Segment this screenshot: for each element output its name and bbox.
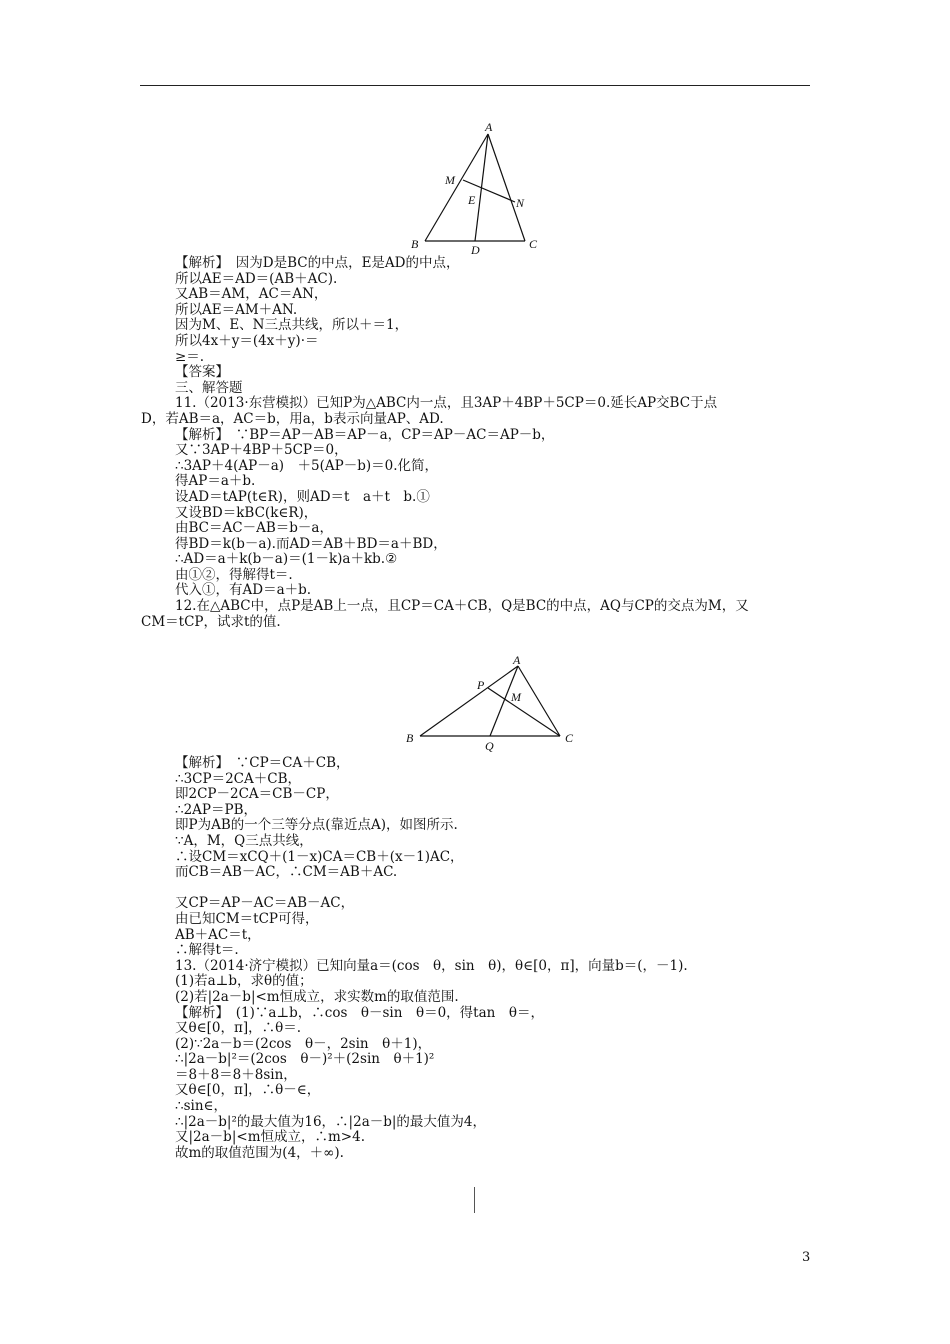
solution-block-1 (141, 255, 815, 630)
text-line: 即P为AB的一个三等分点(靠近点A)，如图所示. (175, 817, 458, 834)
label-p: P (477, 678, 485, 692)
text-line: 【解析】 ∵BP＝AP－AB＝AP－a，CP＝AP－AC＝AP－b， (175, 426, 555, 443)
label-n: N (516, 196, 525, 210)
text-line: 因为M、E、N三点共线，所以＋＝1， (175, 317, 409, 334)
label-c: C (529, 237, 538, 251)
text-line: 又CP＝AP－AC＝AB－AC， (175, 895, 355, 912)
problem-11: 11.（2013·东营模拟）已知P为△ABC内一点，且3AP＋4BP＋5CP＝0.延长AP交BC于点 (175, 395, 718, 412)
label-q: Q (485, 739, 494, 753)
text-line: 所以4x＋y＝(4x＋y)·＝ (175, 332, 319, 349)
text-line: ∴解得t＝. (175, 942, 239, 959)
triangle-figure-1 (405, 118, 555, 260)
text-line: ∴|2a－b|²＝(2cos θ－)²＋(2sin θ＋1)² (175, 1051, 435, 1068)
text-line: 所以AE＝AD＝(AB＋AC). (175, 270, 338, 287)
label-c: C (565, 731, 574, 745)
triangle-figure-2 (400, 652, 585, 754)
section-heading: 三、解答题 (175, 379, 243, 396)
text-line: 又θ∈[0，π]，∴θ－∈， (175, 1082, 321, 1099)
text-line: ∴设CM＝xCQ＋(1－x)CA＝CB＋(x－1)AC， (175, 848, 464, 865)
text-line: 【解析】 (1)∵a⊥b，∴cos θ－sin θ＝0，得tan θ＝， (175, 1004, 544, 1021)
problem-13: 13.（2014·济宁模拟）已知向量a＝(cos θ，sin θ)，θ∈[0，π]，向量b＝(，－1). (175, 957, 688, 974)
segment-cp (488, 688, 560, 736)
label-m: M (445, 173, 455, 187)
segment-ac (488, 134, 525, 241)
problem-12: 12.在△ABC中，点P是AB上一点，且CP＝CA＋CB，Q是BC的中点，AQ与CP的交点为M，又 (175, 598, 749, 615)
text-line: 由①②，得解得t＝. (175, 566, 293, 583)
segment-ac (518, 666, 560, 736)
solution-block-2 (175, 756, 815, 1161)
text-line: ∴2AP＝PB， (175, 801, 258, 818)
text-line: AB＋AC＝t， (175, 926, 261, 943)
problem-11-cont: D，若AB＝a，AC＝b，用a，b表示向量AP、AD. (141, 410, 444, 427)
header-rule (140, 85, 810, 86)
text-line: 又|2a－b|<m恒成立，∴m>4. (175, 1129, 365, 1146)
text-line: 故m的取值范围为(4，＋∞). (175, 1144, 344, 1161)
text-line: 【解析】 ∵CP＝CA＋CB， (175, 755, 350, 771)
text-line: 又AB＝AM，AC＝AN， (175, 286, 328, 303)
label-d: D (471, 243, 480, 257)
text-line: 得AP＝a＋b. (175, 473, 256, 490)
segment-ab (425, 134, 488, 241)
text-line: ∵A，M，Q三点共线， (175, 832, 313, 849)
text-line: 由BC＝AC－AB＝b－a， (175, 520, 333, 537)
text-line: 所以AE＝AM＋AN. (175, 301, 298, 318)
text-line: ∴3AP＋4(AP－a) ＋5(AP－b)＝0.化简， (175, 457, 438, 474)
text-line: 代入①，有AD＝a＋b. (175, 582, 312, 599)
divider-mark (474, 1187, 475, 1213)
text-line: ∴|2a－b|²的最大值为16，∴|2a－b|的最大值为4， (175, 1113, 487, 1130)
text-line: 又∵3AP＋4BP＋5CP＝0， (175, 442, 348, 459)
text-line: 得BD＝k(b－a).而AD＝AB＋BD＝a＋BD， (175, 535, 447, 552)
label-a: A (485, 120, 493, 134)
label-m: M (511, 690, 521, 704)
text-line: (2)若|2a－b|<m恒成立，求实数m的取值范围. (175, 988, 459, 1005)
text-line: (1)若a⊥b，求θ的值； (175, 973, 313, 990)
text-line: ∴sin∈， (175, 1098, 228, 1115)
page-number: 3 (802, 1250, 811, 1265)
text-line: 即2CP－2CA＝CB－CP， (175, 786, 339, 803)
blank-line (175, 881, 815, 897)
text-line: 又θ∈[0，π]，∴θ＝. (175, 1020, 302, 1037)
text-line: 又设BD＝kBC(k∈R)， (175, 504, 318, 521)
label-b: B (406, 731, 414, 745)
text-line: 而CB＝AB－AC，∴CM＝AB＋AC. (175, 864, 398, 881)
label-e: E (468, 193, 476, 207)
answer-heading: 【答案】 (175, 364, 229, 381)
label-a: A (513, 653, 521, 667)
label-b: B (411, 237, 419, 251)
segment-ab (420, 666, 518, 736)
text-line: ∴AD＝a＋k(b－a)＝(1－k)a＋kb.② (175, 551, 398, 568)
problem-12-cont: CM＝tCP，试求t的值. (141, 613, 281, 630)
text-line: 【解析】 因为D是BC的中点，E是AD的中点， (175, 255, 460, 271)
text-line: (2)∵2a－b＝(2cos θ－，2sin θ＋1)， (175, 1035, 432, 1052)
text-line: ≥＝. (175, 348, 205, 365)
text-line: 由已知CM＝tCP可得， (175, 910, 319, 927)
text-line: ＝8＋8＝8＋8sin， (175, 1066, 297, 1083)
text-line: 设AD＝tAP(t∈R)，则AD＝t a＋t b.① (175, 488, 430, 505)
text-line: ∴3CP＝2CA＋CB， (175, 770, 302, 787)
